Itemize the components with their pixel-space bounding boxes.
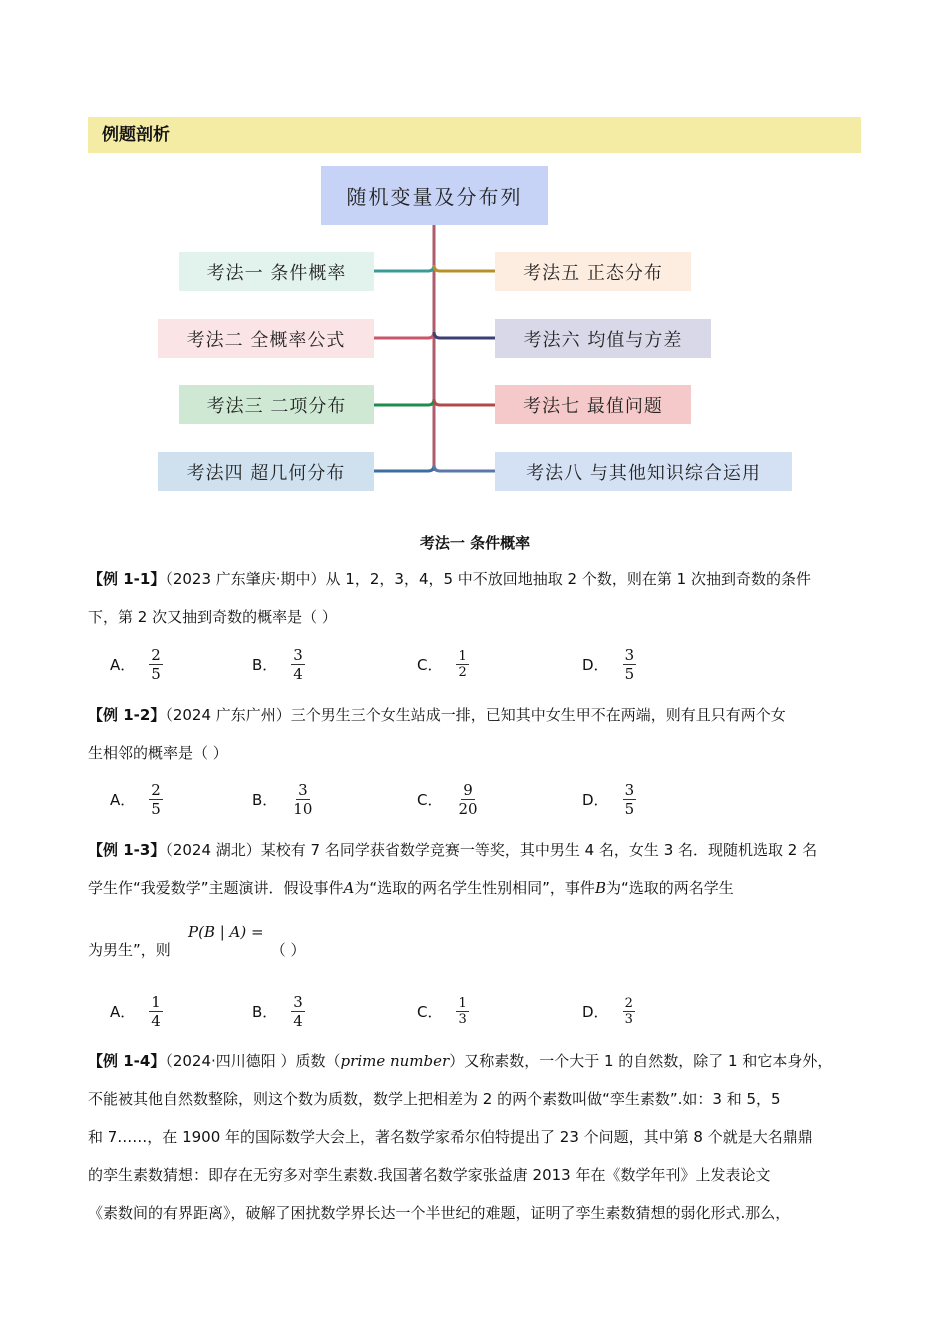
fraction-numerator: 1: [458, 995, 467, 1011]
example-text: 为“选取的两名学生: [605, 879, 734, 897]
example-1-4-line-1: [88, 1042, 868, 1080]
option-fraction: [456, 781, 479, 818]
example-1-3: [88, 831, 868, 907]
fraction-denominator: 5: [624, 799, 635, 818]
mindmap-line-left-2: [374, 332, 434, 338]
fraction-numerator: 2: [624, 995, 633, 1011]
fraction-denominator: 3: [624, 1011, 633, 1027]
event-a-symbol: A: [343, 879, 355, 897]
fraction-numerator: 3: [293, 992, 303, 1011]
mindmap-line-right-4: [434, 465, 495, 471]
example-1-2-line-1: [88, 696, 868, 734]
mindmap-node-method-5: 考法五 正态分布: [495, 252, 691, 291]
option-b: [252, 777, 314, 821]
option-c: [417, 777, 480, 821]
option-c: [417, 642, 469, 686]
option-fraction: [623, 996, 635, 1027]
fraction-numerator: 3: [624, 780, 635, 799]
example-1-2: [88, 696, 868, 772]
option-fraction: [623, 646, 637, 683]
mindmap-line-right-3: [434, 399, 495, 405]
fraction-numerator: 3: [298, 780, 308, 799]
fraction-denominator: 4: [293, 1011, 303, 1030]
option-label: C．: [417, 1002, 443, 1021]
answer-blank: （ ）: [270, 941, 306, 959]
option-a: [110, 642, 163, 686]
mindmap-line-right-1: [434, 265, 495, 271]
option-fraction: [456, 996, 468, 1027]
example-1-3-line-2: [88, 869, 868, 907]
mindmap-line-left-1: [374, 265, 434, 271]
example-tag: 【例 1-2】: [88, 706, 166, 724]
example-tag: 【例 1-4】: [88, 1052, 166, 1070]
term-prime-number: prime number: [340, 1052, 450, 1070]
fraction-denominator: 5: [151, 799, 161, 818]
option-label: B．: [252, 790, 278, 809]
mindmap-node-method-7: 考法七 最值问题: [495, 385, 691, 424]
fraction-numerator: 1: [458, 648, 467, 664]
fraction-denominator: 5: [624, 664, 635, 683]
example-text: （2024·四川德阳 ）质数（: [165, 1052, 341, 1070]
section-banner: 例题剖析: [88, 117, 861, 153]
fraction-denominator: 2: [458, 664, 467, 680]
example-1-4-line-4: 的孪生素数猜想：即存在无穷多对孪生素数.我国著名数学家张益唐 2013 年在《数学年刊》上发表论文: [88, 1166, 771, 1184]
conditional-probability-formula: P(B | A) =: [188, 923, 264, 941]
option-fraction: [149, 646, 163, 683]
fraction-denominator: 4: [293, 664, 303, 683]
option-fraction: [149, 993, 163, 1030]
event-b-symbol: B: [594, 879, 606, 897]
mindmap-node-method-1: 考法一 条件概率: [179, 252, 374, 291]
option-fraction: [623, 781, 637, 818]
option-label: A．: [110, 790, 136, 809]
option-label: D．: [582, 655, 609, 674]
section-title: 考法一 条件概率: [419, 534, 531, 552]
example-1-1-line-1: [88, 560, 868, 598]
mindmap-node-method-2: 考法二 全概率公式: [158, 319, 374, 358]
mindmap-node-method-3: 考法三 二项分布: [179, 385, 374, 424]
mindmap-line-left-3: [374, 399, 434, 405]
example-1-4: [88, 1042, 868, 1232]
fraction-denominator: 10: [293, 799, 313, 818]
fraction-numerator: 3: [293, 645, 303, 664]
example-text: 为男生”，则: [88, 941, 171, 959]
mindmap-connectors: [0, 0, 950, 520]
fraction-numerator: 1: [151, 992, 161, 1011]
example-1-2-options: [110, 777, 850, 821]
fraction-denominator: 5: [151, 664, 161, 683]
example-1-1-line-2: 下，第 2 次又抽到奇数的概率是（ ）: [88, 608, 337, 626]
option-d: [582, 642, 636, 686]
mindmap-line-right-2: [434, 332, 495, 338]
option-b: [252, 989, 305, 1033]
fraction-denominator: 3: [458, 1011, 467, 1027]
fraction-numerator: 2: [151, 780, 161, 799]
example-tag: 【例 1-1】: [88, 570, 166, 588]
option-fraction: [149, 781, 163, 818]
example-text: 学生作“我爱数学”主题演讲．假设事件: [88, 879, 344, 897]
option-label: C．: [417, 655, 443, 674]
example-1-4-line-2: 不能被其他自然数整除，则这个数为质数，数学上把相差为 2 的两个素数叫做“孪生素数”.如：3 和 5，5: [88, 1090, 781, 1108]
example-1-3-options: [110, 989, 850, 1033]
option-a: [110, 989, 163, 1033]
example-1-4-line-5: 《素数间的有界距离》，破解了困扰数学界长达一个半世纪的难题，证明了孪生素数猜想的弱化形式.那么，: [88, 1204, 791, 1222]
example-1-4-line-3: 和 7……，在 1900 年的国际数学大会上，著名数学家希尔伯特提出了 23 个问题，其中第 8 个就是大名鼎鼎: [88, 1128, 813, 1146]
option-label: C．: [417, 790, 443, 809]
mindmap-line-left-4: [374, 465, 434, 471]
mindmap-node-method-4: 考法四 超几何分布: [158, 452, 374, 491]
fraction-numerator: 9: [463, 780, 473, 799]
option-fraction: [291, 781, 314, 818]
option-fraction: [456, 649, 468, 680]
mindmap-node-method-6: 考法六 均值与方差: [495, 319, 711, 358]
fraction-denominator: 20: [458, 799, 478, 818]
example-text: （2024 湖北）某校有 7 名同学获省数学竞赛一等奖，其中男生 4 名，女生 3 名．现随机选取 2 名: [165, 841, 818, 859]
fraction-numerator: 2: [151, 645, 161, 664]
example-1-2-line-2: 生相邻的概率是（ ）: [88, 744, 228, 762]
option-label: D．: [582, 1002, 609, 1021]
option-label: D．: [582, 790, 609, 809]
mindmap-root: 随机变量及分布列: [321, 166, 548, 225]
option-fraction: [291, 993, 305, 1030]
example-text: （2024 广东广州）三个男生三个女生站成一排，已知其中女生甲不在两端，则有且只有两个女: [165, 706, 786, 724]
fraction-numerator: 3: [624, 645, 635, 664]
fraction-denominator: 4: [151, 1011, 161, 1030]
option-label: B．: [252, 655, 278, 674]
option-fraction: [291, 646, 305, 683]
option-label: A．: [110, 1002, 136, 1021]
example-1-1-options: [110, 642, 850, 686]
example-text: ）又称素数，一个大于 1 的自然数，除了 1 和它本身外，: [449, 1052, 833, 1070]
option-b: [252, 642, 305, 686]
example-1-1: [88, 560, 868, 636]
option-a: [110, 777, 163, 821]
option-label: B．: [252, 1002, 278, 1021]
option-label: A．: [110, 655, 136, 674]
option-d: [582, 989, 635, 1033]
example-text: （2023 广东肇庆·期中）从 1，2，3，4，5 中不放回地抽取 2 个数，则在第 1 次抽到奇数的条件: [165, 570, 811, 588]
example-1-3-line-1: [88, 831, 868, 869]
example-tag: 【例 1-3】: [88, 841, 166, 859]
example-text: 为“选取的两名学生性别相同”，事件: [354, 879, 595, 897]
mindmap-node-method-8: 考法八 与其他知识综合运用: [495, 452, 792, 491]
option-d: [582, 777, 636, 821]
option-c: [417, 989, 469, 1033]
